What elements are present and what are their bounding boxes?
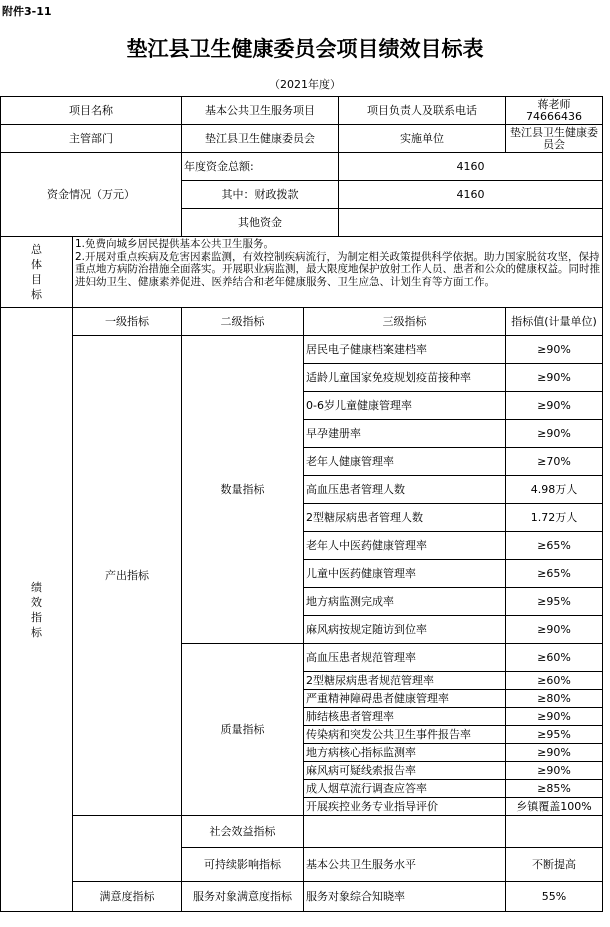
year-label: （2021年度） [269, 78, 341, 91]
effect-indicator-blank [73, 816, 182, 882]
service-indicator-label: 服务对象满意度指标 [182, 882, 304, 912]
quantity-value: ≥95% [506, 588, 603, 616]
dept-value: 垫江县卫生健康委员会 [182, 125, 339, 153]
responsible-label: 项目负责人及联系电话 [339, 97, 506, 125]
quantity-value: ≥70% [506, 448, 603, 476]
funds-total-value: 4160 [339, 153, 603, 181]
quality-item: 肺结核患者管理率 [304, 708, 506, 726]
quantity-value: ≥90% [506, 420, 603, 448]
quality-value: ≥85% [506, 780, 603, 798]
annex-label: 附件3-11 [2, 5, 52, 18]
quantity-item: 高血压患者管理人数 [304, 476, 506, 504]
quantity-item: 适龄儿童国家免疫规划疫苗接种率 [304, 364, 506, 392]
funds-total-label: 年度资金总额: [182, 153, 339, 181]
perf-label: 绩效指标 [1, 308, 73, 912]
quantity-item: 居民电子健康档案建档率 [304, 336, 506, 364]
quantity-item: 2型糖尿病患者管理人数 [304, 504, 506, 532]
sustain-item: 基本公共卫生服务水平 [304, 848, 506, 882]
funds-other-label: 其他资金 [182, 209, 339, 237]
quantity-item: 儿童中医药健康管理率 [304, 560, 506, 588]
quality-value: ≥60% [506, 672, 603, 690]
funds-fiscal-value: 4160 [339, 181, 603, 209]
quantity-item: 0-6岁儿童健康管理率 [304, 392, 506, 420]
quality-value: ≥90% [506, 762, 603, 780]
funds-other-value [339, 209, 603, 237]
quality-item: 麻风病可疑线索报告率 [304, 762, 506, 780]
funds-fiscal-label: 其中：财政拨款 [182, 181, 339, 209]
quality-item: 高血压患者规范管理率 [304, 644, 506, 672]
quantity-item: 地方病监测完成率 [304, 588, 506, 616]
quantity-value: ≥90% [506, 616, 603, 644]
output-indicator-label: 产出指标 [73, 336, 182, 816]
quantity-item: 老年人健康管理率 [304, 448, 506, 476]
header-level3: 三级指标 [304, 308, 506, 336]
quantity-item: 老年人中医药健康管理率 [304, 532, 506, 560]
header-level2: 二级指标 [182, 308, 304, 336]
quantity-indicator-label: 数量指标 [182, 336, 304, 644]
quality-value: 乡镇覆盖100% [506, 798, 603, 816]
quality-value: ≥90% [506, 708, 603, 726]
goal-text [73, 237, 603, 308]
social-indicator-label: 社会效益指标 [182, 816, 304, 848]
quantity-value: ≥90% [506, 364, 603, 392]
quantity-value: 1.72万人 [506, 504, 603, 532]
quantity-value: ≥90% [506, 336, 603, 364]
quality-indicator-label: 质量指标 [182, 644, 304, 816]
quality-value: ≥90% [506, 744, 603, 762]
page-title: 垫江县卫生健康委员会项目绩效目标表 [126, 36, 484, 61]
impl-label: 实施单位 [339, 125, 506, 153]
header-value: 指标值(计量单位) [506, 308, 603, 336]
impl-value: 垫江县卫生健康委员会 [506, 125, 603, 153]
responsible-value: 蒋老师 74666436 [506, 97, 603, 125]
goal-line-2: 2.开展对重点疾病及危害因素监测，有效控制疾病流行，为制定相关政策提供科学依据。助力国家脱贫攻坚，保持重点地方病防治措施全面落实。开展职业病监测，最大限度地保护放射工作人员、患者和公众的健康权益。同时推进妇幼卫生、健康素养促进、医养结合和老年健康服务、卫生应急、计划生育等方面工作。 [75, 250, 600, 288]
project-name-label: 项目名称 [1, 97, 182, 125]
quality-item: 成人烟草流行调查应答率 [304, 780, 506, 798]
quality-item: 2型糖尿病患者规范管理率 [304, 672, 506, 690]
sustain-indicator-label: 可持续影响指标 [182, 848, 304, 882]
goal-line-1: 1.免费向城乡居民提供基本公共卫生服务。 [75, 238, 275, 250]
quantity-value: 4.98万人 [506, 476, 603, 504]
funds-label: 资金情况（万元） [1, 153, 182, 237]
header-level1: 一级指标 [73, 308, 182, 336]
quality-item: 开展疾控业务专业指导评价 [304, 798, 506, 816]
goal-label: 总体目标 [1, 237, 73, 308]
quality-value: ≥60% [506, 644, 603, 672]
quality-value: ≥95% [506, 726, 603, 744]
quality-value: ≥80% [506, 690, 603, 708]
quantity-item: 麻风病按规定随访到位率 [304, 616, 506, 644]
sustain-value: 不断提高 [506, 848, 603, 882]
social-value [506, 816, 603, 848]
project-name-value: 基本公共卫生服务项目 [182, 97, 339, 125]
service-value: 55% [506, 882, 603, 912]
quantity-value: ≥65% [506, 532, 603, 560]
social-item [304, 816, 506, 848]
service-item: 服务对象综合知晓率 [304, 882, 506, 912]
quality-item: 地方病核心指标监测率 [304, 744, 506, 762]
performance-table [0, 96, 603, 912]
quantity-value: ≥65% [506, 560, 603, 588]
quantity-value: ≥90% [506, 392, 603, 420]
quality-item: 严重精神障碍患者健康管理率 [304, 690, 506, 708]
quality-item: 传染病和突发公共卫生事件报告率 [304, 726, 506, 744]
satisfaction-indicator-label: 满意度指标 [73, 882, 182, 912]
quantity-item: 早孕建册率 [304, 420, 506, 448]
dept-label: 主管部门 [1, 125, 182, 153]
